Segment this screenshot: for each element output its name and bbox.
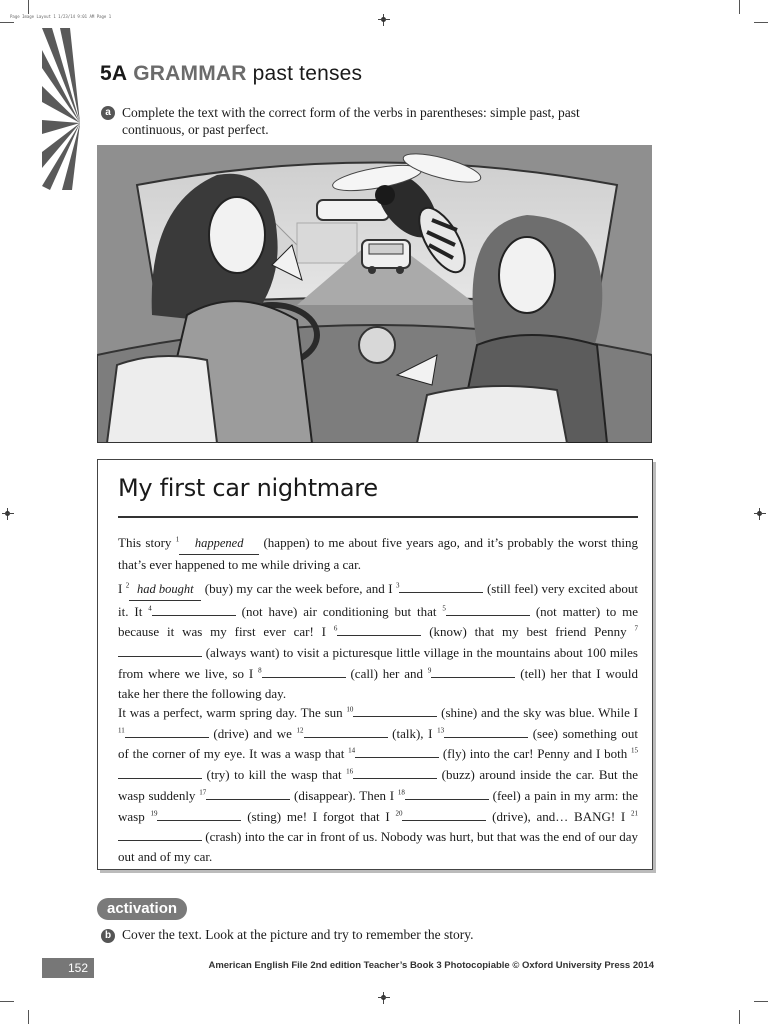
crop-mark bbox=[28, 1010, 29, 1024]
gap-number: 15 bbox=[631, 747, 638, 756]
section-label: GRAMMAR bbox=[133, 62, 247, 85]
gap-number: 10 bbox=[346, 705, 354, 714]
crop-mark bbox=[0, 22, 14, 23]
gap-6-input[interactable] bbox=[337, 621, 421, 636]
gap-number: 18 bbox=[397, 788, 405, 797]
gap-11-input[interactable] bbox=[125, 723, 209, 738]
gap-number: 11 bbox=[118, 726, 125, 735]
gap-10-input[interactable] bbox=[353, 702, 437, 717]
gap-number: 7 bbox=[634, 625, 638, 634]
gap-1-answer: happened bbox=[179, 534, 259, 555]
gap-number: 9 bbox=[427, 666, 432, 675]
exercise-a-bullet: a bbox=[101, 106, 115, 120]
exercise-b-bullet: b bbox=[101, 929, 115, 943]
crop-mark bbox=[28, 0, 29, 14]
gap-14-input[interactable] bbox=[355, 743, 439, 758]
page-number: 152 bbox=[42, 958, 94, 978]
gap-5-input[interactable] bbox=[446, 601, 530, 616]
topic-label: past tenses bbox=[252, 62, 363, 85]
gap-21-input[interactable] bbox=[118, 826, 202, 841]
page-title bbox=[100, 62, 362, 86]
gap-number: 5 bbox=[442, 604, 446, 613]
car-wasp-illustration bbox=[97, 145, 652, 443]
crop-mark bbox=[0, 1001, 14, 1002]
gap-9-input[interactable] bbox=[431, 663, 515, 678]
story-paragraph-2: I $^2$ had bought (buy) my car the week before, and I $^3$ (still feel) very excited about it. It $^4$ (not have) air conditioning but that $^5$ (not matter) to me because it was my first ever car! I $^6$ (know) that my best friend Penny $^7$ (always want) to visit a picturesque little village in the mountains about 100 miles from where we live, so I $^8$ (call) her and $^9$ (tell) her that I would take her there the following day. bbox=[118, 578, 638, 703]
gap-7-input[interactable] bbox=[118, 642, 202, 657]
gap-number: 8 bbox=[258, 666, 262, 675]
story-paragraph-1: This story $^1$ happened (happen) to me about five years ago, and it’s probably the worst thing that’s ever happened to me while driving a car. bbox=[118, 535, 638, 572]
gap-number: 16 bbox=[346, 767, 354, 776]
gap-8-input[interactable] bbox=[262, 663, 346, 678]
gap-17-input[interactable] bbox=[206, 785, 290, 800]
registration-mark bbox=[754, 508, 766, 520]
gap-number: 12 bbox=[296, 726, 304, 735]
gap-number: 1 bbox=[175, 535, 180, 544]
story-title: My first car nightmare bbox=[118, 474, 378, 502]
gap-15-input[interactable] bbox=[118, 764, 202, 779]
title-divider bbox=[118, 516, 638, 518]
crop-mark bbox=[754, 22, 768, 23]
crop-mark bbox=[739, 0, 740, 14]
gap-number: 17 bbox=[199, 788, 207, 797]
printer-slug: Page Image Layout 1 1/23/14 9:01 AM Page 1 bbox=[10, 14, 112, 19]
gap-16-input[interactable] bbox=[353, 764, 437, 779]
unit-code: 5A bbox=[100, 62, 128, 85]
gap-12-input[interactable] bbox=[304, 723, 388, 738]
exercise-a-instruction: Complete the text with the correct form of the verbs in parentheses: simple past, past continuous, or past perfect. bbox=[122, 105, 580, 137]
gap-13-input[interactable] bbox=[444, 723, 528, 738]
activation-label: activation bbox=[97, 898, 187, 920]
crop-mark bbox=[754, 1001, 768, 1002]
gap-number: 20 bbox=[395, 809, 403, 818]
registration-mark bbox=[378, 992, 390, 1004]
gap-number: 13 bbox=[437, 726, 445, 735]
registration-mark bbox=[2, 508, 14, 520]
gap-18-input[interactable] bbox=[405, 785, 489, 800]
gap-number: 19 bbox=[150, 809, 158, 818]
gap-20-input[interactable] bbox=[402, 806, 486, 821]
gap-number: 6 bbox=[333, 625, 338, 634]
gap-19-input[interactable] bbox=[157, 806, 241, 821]
exercise-b-instruction: Cover the text. Look at the picture and try to remember the story. bbox=[122, 927, 474, 942]
sunburst-strip bbox=[42, 28, 80, 190]
registration-mark bbox=[378, 14, 390, 26]
gap-4-input[interactable] bbox=[152, 601, 236, 616]
gap-3-input[interactable] bbox=[399, 578, 483, 593]
gap-number: 4 bbox=[148, 604, 152, 613]
story-panel bbox=[97, 459, 653, 870]
gap-number: 21 bbox=[631, 809, 638, 818]
gap-number: 2 bbox=[125, 581, 130, 590]
crop-mark bbox=[739, 1010, 740, 1024]
copyright-credit: American English File 2nd edition Teacher’s Book 3 Photocopiable © Oxford University Press 2014 bbox=[208, 960, 654, 971]
gap-number: 3 bbox=[395, 581, 400, 590]
gap-2-answer: had bought bbox=[129, 580, 201, 601]
story-paragraph-3: It was a perfect, warm spring day. The sun $^{10}$ (shine) and the sky was blue. While I $^{11}$ (drive) and we $^{12}$ (talk), I $^{13}$ (see) something out of the corner of my eye. It was a wasp that $^{14}$ (fly) into the car! Penny and I both $^{15}$ (try) to kill the wasp that $^{16}$ (buzz) around inside the car. But the wasp suddenly $^{17}$ (disappear). Then I $^{18}$ (feel) a pain in my arm: the wasp $^{19}$ (sting) me! I forgot that I $^{20}$ (drive), and… BANG! I $^{21}$ (crash) into the car in front of us. Nobody was hurt, but that was the end of our day out and of my car. bbox=[118, 702, 638, 867]
car-ahead bbox=[362, 240, 410, 274]
gap-number: 14 bbox=[348, 747, 356, 756]
